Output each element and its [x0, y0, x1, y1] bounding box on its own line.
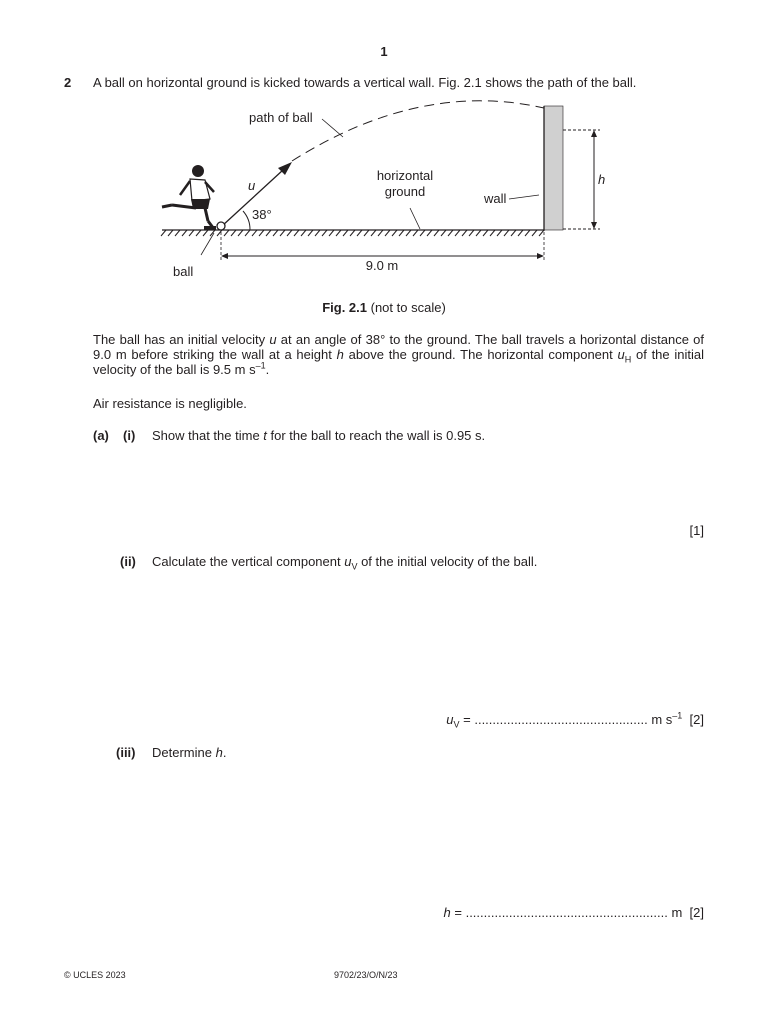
- label-u: u: [248, 178, 256, 193]
- ground-hatch: [343, 230, 348, 236]
- label-angle: 38°: [252, 207, 272, 222]
- angle-arc: [243, 211, 250, 230]
- question-intro: A ball on horizontal ground is kicked towards a vertical wall. Fig. 2.1 shows the path of the ball.: [93, 75, 637, 90]
- part-a-i-label: (i): [123, 428, 136, 443]
- fig-2-1-diagram: [0, 95, 768, 295]
- ground-hatch: [462, 230, 467, 236]
- ground-hatch: [273, 230, 278, 236]
- ground-hatch: [259, 230, 264, 236]
- ball-path-curve: [292, 101, 544, 161]
- ground-hatch: [476, 230, 481, 236]
- ground-hatch: [231, 230, 236, 236]
- ground-hatch: [392, 230, 397, 236]
- ground-hatch: [329, 230, 334, 236]
- ground-hatch: [413, 230, 418, 236]
- ground-hatch: [168, 230, 173, 236]
- part-a-iii-marks: [2]: [689, 905, 704, 920]
- ground-hatch: [161, 230, 166, 236]
- footballer-figure: [162, 165, 216, 230]
- footer-copyright: © UCLES 2023: [64, 970, 126, 980]
- ground-hatch: [434, 230, 439, 236]
- ground-hatch: [427, 230, 432, 236]
- ground-hatch: [287, 230, 292, 236]
- ground-hatch: [469, 230, 474, 236]
- ground-hatch: [420, 230, 425, 236]
- label-wall: wall: [484, 191, 507, 206]
- ground-hatch: [539, 230, 544, 236]
- ground-hatch: [364, 230, 369, 236]
- part-a-ii-label: (ii): [120, 554, 136, 569]
- ball-icon: [217, 222, 225, 230]
- ground-hatching: [161, 230, 545, 236]
- ground-hatch: [308, 230, 313, 236]
- figure-caption: Fig. 2.1 (not to scale): [322, 300, 446, 315]
- ground-hatch: [175, 230, 180, 236]
- ground-hatch: [280, 230, 285, 236]
- ground-hatch: [182, 230, 187, 236]
- ground-hatch: [406, 230, 411, 236]
- ground-hatch: [532, 230, 537, 236]
- ground-hatch: [301, 230, 306, 236]
- label-horizontal: horizontal: [376, 168, 434, 183]
- ground-hatch: [294, 230, 299, 236]
- part-a-ii-text: Calculate the vertical component $u_V$ of the initial velocity of the ball.: [152, 554, 538, 572]
- ground-hatch: [448, 230, 453, 236]
- ground-hatch: [490, 230, 495, 236]
- footer-paper-code: 9702/23/O/N/23: [334, 970, 398, 980]
- ground-hatch: [322, 230, 327, 236]
- ground-hatch: [385, 230, 390, 236]
- ground-hatch: [399, 230, 404, 236]
- ground-hatch: [357, 230, 362, 236]
- ground-hatch: [518, 230, 523, 236]
- answer-line-h[interactable]: h = ........................................................ m [2]: [443, 905, 704, 920]
- label-ground: ground: [384, 184, 426, 199]
- ground-hatch: [196, 230, 201, 236]
- ground-hatch: [371, 230, 376, 236]
- ground-hatch: [350, 230, 355, 236]
- ground-hatch: [315, 230, 320, 236]
- ground-hatch: [266, 230, 271, 236]
- part-a-i-text: Show that the time t for the ball to reach the wall is 0.95 s.: [152, 428, 486, 443]
- ground-hatch: [238, 230, 243, 236]
- part-a-iii-text: Determine h.: [152, 745, 227, 760]
- ground-hatch: [245, 230, 250, 236]
- ground-hatch: [224, 230, 229, 236]
- ground-hatch: [483, 230, 488, 236]
- ground-hatch: [189, 230, 194, 236]
- ground-hatch: [525, 230, 530, 236]
- part-a-ii-marks: [2]: [689, 712, 704, 727]
- ground-hatch: [497, 230, 502, 236]
- ground-hatch: [378, 230, 383, 236]
- wall-shape: [544, 106, 563, 230]
- answer-line-uv[interactable]: $u_V$ = ................................................ m $s^{-1}$ [2]: [446, 710, 704, 730]
- label-h: h: [598, 172, 606, 187]
- label-ball: ball: [173, 264, 194, 279]
- part-a-label: (a): [93, 428, 109, 443]
- ground-hatch: [252, 230, 257, 236]
- label-distance: 9.0 m: [365, 258, 399, 273]
- question-number: 2: [64, 75, 72, 90]
- label-path-of-ball: path of ball: [249, 110, 313, 125]
- page-number: 1: [380, 44, 388, 59]
- part-a-iii-label: (iii): [116, 745, 136, 760]
- ground-hatch: [511, 230, 516, 236]
- ground-hatch: [441, 230, 446, 236]
- ground-hatch: [504, 230, 509, 236]
- question-description: The ball has an initial velocity u at an angle of 38° to the ground. The ball travels a horizontal distance of 9.0 m before striking the wall at a height h above the ground. The horizontal component $u_H$ of the initial velocity of the ball is 9.5 m $s^{-1}$.: [93, 332, 705, 377]
- air-resistance-note: Air resistance is negligible.: [93, 396, 247, 411]
- ground-hatch: [336, 230, 341, 236]
- part-a-i-marks: [1]: [689, 523, 704, 538]
- ground-hatch: [455, 230, 460, 236]
- ground-hatch: [203, 230, 208, 236]
